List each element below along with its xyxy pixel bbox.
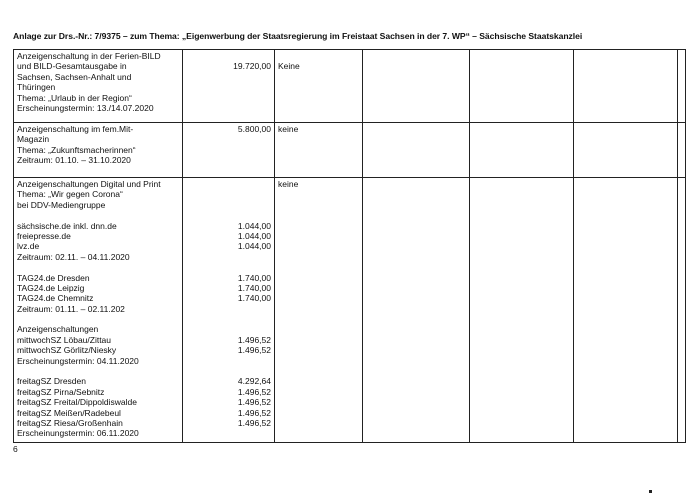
page-number: 6: [13, 444, 18, 454]
empty-cell: [363, 50, 470, 123]
note-cell: keine: [275, 178, 363, 443]
amount-cell: 19.720,00: [183, 50, 275, 123]
amount-cell: 1.044,00 1.044,00 1.044,00 1.740,00 1.740,00 1.740,00 1.496,52 1.496,52 4.292,64 1.496,52 1.496,52 1.496,52 1.496,52: [183, 178, 275, 443]
empty-cell: [574, 50, 678, 123]
scan-artifact: [649, 490, 652, 493]
empty-cell: [678, 50, 686, 123]
empty-cell: [470, 178, 574, 443]
empty-cell: [574, 123, 678, 178]
description-cell: Anzeigenschaltung im fem.Mit- Magazin Thema: „Zukunftsmacherinnen“ Zeitraum: 01.10. – 31.10.2020: [14, 123, 183, 178]
description-cell: Anzeigenschaltungen Digital und Print Thema: „Wir gegen Corona“ bei DDV-Mediengruppe sächsische.de inkl. dnn.de freiepresse.de lvz.de Zeitraum: 02.11. – 04.11.2020 TAG24.de Dresden TAG24.de Leipzig TAG24.de Chemnitz Zeitraum: 01.11. – 02.11.202 Anzeigenschaltungen mittwochSZ Löbau/Zittau mittwochSZ Görlitz/Niesky Erscheinungstermin: 04.11.2020 freitagSZ Dresden freitagSZ Pirna/Sebnitz freitagSZ Freital/Dippoldiswalde freitagSZ Meißen/Radebeul freitagSZ Riesa/Großenhain Erscheinungstermin: 06.11.2020: [14, 178, 183, 443]
table-row: [14, 178, 686, 443]
note-cell: Keine: [275, 50, 363, 123]
amount-cell: 5.800,00: [183, 123, 275, 178]
empty-cell: [678, 123, 686, 178]
expense-table: [13, 49, 686, 443]
empty-cell: [470, 50, 574, 123]
empty-cell: [678, 178, 686, 443]
table-row: [14, 50, 686, 123]
empty-cell: [363, 123, 470, 178]
empty-cell: [574, 178, 678, 443]
empty-cell: [363, 178, 470, 443]
empty-cell: [470, 123, 574, 178]
table-row: [14, 123, 686, 178]
note-cell: keine: [275, 123, 363, 178]
description-cell: Anzeigenschaltung in der Ferien-BILD und BILD-Gesamtausgabe in Sachsen, Sachsen-Anhalt und Thüringen Thema: „Urlaub in der Region“ Erscheinungstermin: 13./14.07.2020: [14, 50, 183, 123]
page-title: Anlage zur Drs.-Nr.: 7/9375 – zum Thema: „Eigenwerbung der Staatsregierung im Freistaat Sachsen in der 7. WP“ – Sächsische Staatskanzlei: [13, 31, 583, 41]
